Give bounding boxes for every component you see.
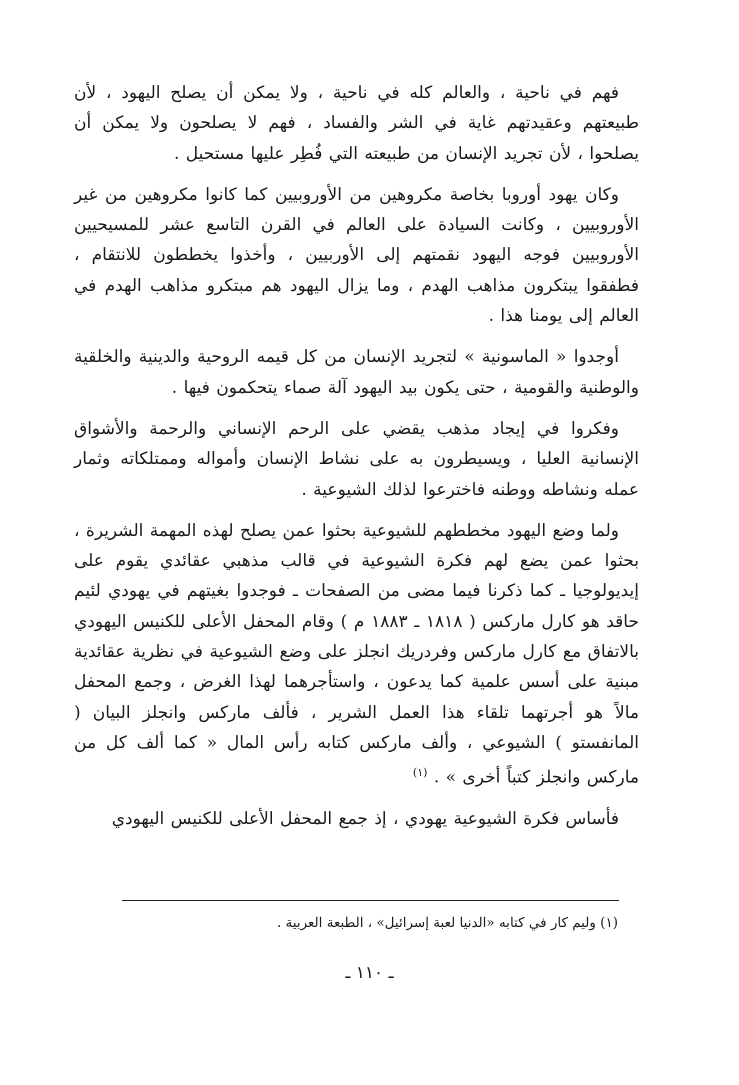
footnote-divider bbox=[122, 900, 619, 901]
footnote-reference: (١) bbox=[412, 766, 428, 780]
paragraph-1: فهم في ناحية ، والعالم كله في ناحية ، ولا يمكن أن يصلح اليهود ، لأن طبيعتهم وعقيدتهم غاية في الشر والفساد ، فهم لا يصلحون ولا يمكن أن يصلحوا ، لأن تجريد الإنسان من طبيعته التي فُطِر عليها مستحيل . bbox=[74, 83, 639, 164]
paragraph-3: أوجدوا « الماسونية » لتجريد الإنسان من كل قيمه الروحية والدينية والخلقية والوطنية والقومية ، حتى يكون بيد اليهود آلة صماء يتحكمون فيها . bbox=[74, 347, 639, 398]
paragraph-2: وكان يهود أوروبا بخاصة مكروهين من الأوروبيين كما كانوا مكروهين من غير الأوروبيين ، وكانت السيادة على العالم في القرن التاسع عشر للمسيحيين الأوروبيين فوجه اليهود نقمتهم إلى الأوربيين ، وأخذوا يخططون للانتقام ، فطفقوا يبتكرون مذاهب الهدم ، وما يزال اليهود هم مبتكرو مذاهب الهدم في العالم إلى يومنا هذا . bbox=[74, 184, 639, 327]
footnote: (١) وليم كار في كتابه «الدنيا لعبة إسرائيل» ، الطبعة العربية . bbox=[276, 915, 618, 931]
main-text bbox=[74, 78, 639, 834]
paragraph-5-text: ولما وضع اليهود مخططهم للشيوعية بحثوا عمن يصلح لهذه المهمة الشريرة ، بحثوا عمن يضع لهم فكرة الشيوعية في قالب مذهبي عقائدي يقوم على إيديولوجيا ـ كما ذكرنا فيما مضى من الصفحات ـ فوجدوا بغيتهم في يهودي لئيم حاقد هو كارل ماركس ( ١٨١٨ ـ ١٨٨٣ م ) وقام المحفل الأعلى للكنيس اليهودي بالاتفاق مع كارل ماركس وفردريك انجلز على وضع الشيوعية في نظرية عقائدية مبنية على أسس علمية كما يدعون ، واستأجرهما لهذا الغرض ، وجمع المحفل مالاً هو أجرتهما تلقاء هذا العمل الشرير ، فألف ماركس وانجلز البيان ( المانفستو ) الشيوعي ، وألف ماركس كتابه رأس المال « كما ألف كل من ماركس وانجلز كتباً أخرى » . bbox=[74, 520, 639, 788]
paragraph-4: وفكروا في إيجاد مذهب يقضي على الرحم الإنساني والرحمة والأشواق الإنسانية العليا ، ويسيطرون به على نشاط الإنسان وأمواله وممتلكاته وثمار عمله ونشاطه ووطنه فاخترعوا لذلك الشيوعية . bbox=[74, 418, 639, 500]
paragraph-6: فأساس فكرة الشيوعية يهودي ، إذ جمع المحفل الأعلى للكنيس اليهودي bbox=[111, 809, 619, 830]
page-number: ـ ١١٠ ـ bbox=[345, 963, 394, 983]
paragraph-5 bbox=[74, 516, 639, 793]
